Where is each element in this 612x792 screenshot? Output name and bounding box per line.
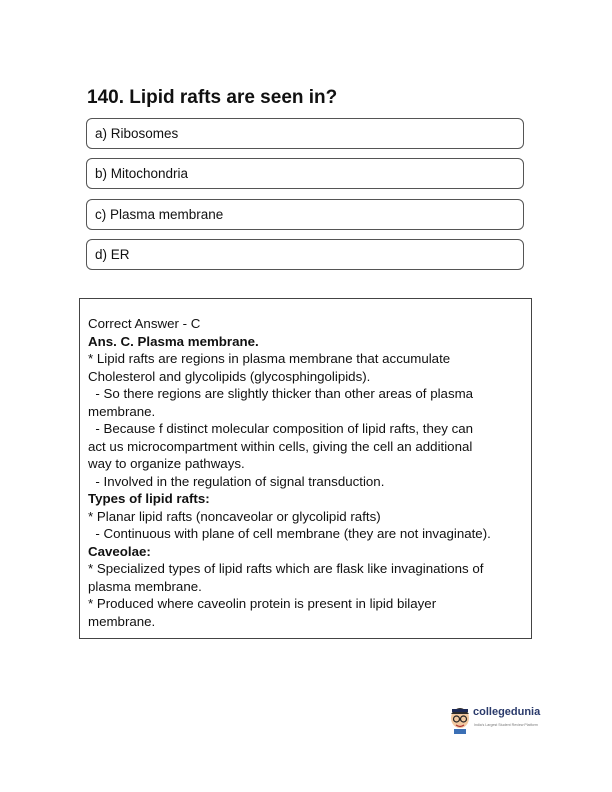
answer-line: Correct Answer - C [88, 316, 201, 331]
answer-line: * Lipid rafts are regions in plasma membrane that accumulate [88, 351, 451, 366]
logo-wordmark: collegedunia [473, 706, 541, 718]
answer-line: * Planar lipid rafts (noncaveolar or glycolipid rafts) [88, 508, 381, 524]
answer-line: way to organize pathways. [88, 456, 245, 471]
logo-tagline: India's Largest Student Review Platform [474, 723, 538, 727]
option-c[interactable]: c) Plasma membrane [86, 199, 524, 230]
answer-line: membrane. [88, 403, 156, 419]
answer-line: * Specialized types of lipid rafts which are flask like invaginations of [88, 561, 484, 576]
option-d[interactable]: d) ER [86, 239, 524, 270]
answer-line: Cholesterol and glycolipids (glycosphingolipids). [88, 368, 371, 384]
answer-line: - So there regions are slightly thicker than other areas of plasma [88, 386, 474, 401]
answer-heading: Types of lipid rafts: [88, 491, 210, 506]
answer-heading: Caveolae: [88, 543, 151, 559]
collegedunia-logo [448, 702, 552, 738]
answer-line: - Continuous with plane of cell membrane (they are not invaginate). [88, 526, 491, 541]
answer-line: - Because f distinct molecular composition of lipid rafts, they can [88, 421, 474, 436]
answer-heading: Ans. C. Plasma membrane. [88, 333, 259, 349]
question-title: 140. Lipid rafts are seen in? [87, 87, 338, 108]
option-b[interactable]: b) Mitochondria [86, 158, 524, 189]
answer-explanation-box [79, 298, 532, 639]
answer-line: act us microcompartment within cells, giving the cell an additional [88, 438, 473, 454]
answer-line: * Produced where caveolin protein is present in lipid bilayer [88, 596, 437, 611]
answer-line: plasma membrane. [88, 578, 202, 594]
student-mascot-icon [448, 704, 472, 734]
option-a[interactable]: a) Ribosomes [86, 118, 524, 149]
answer-line: membrane. [88, 613, 156, 629]
answer-line: - Involved in the regulation of signal transduction. [88, 473, 385, 489]
